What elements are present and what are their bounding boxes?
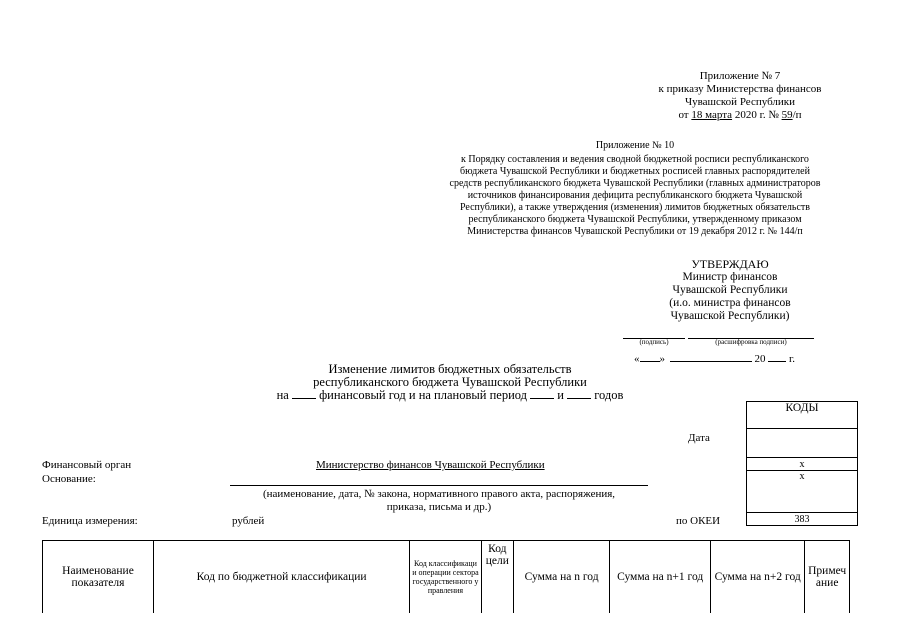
codes-basis-cell: х (747, 471, 858, 513)
appendix7-date: от 18 марта 2020 г. № 59/п (678, 109, 802, 121)
approve-line: Министр финансов (682, 271, 778, 283)
appendix10-line: к Порядку составления и ведения сводной бюджетной росписи республиканского (461, 154, 809, 165)
appendix10-line: средств республиканского бюджета Чувашской Республики (главных администраторов (449, 178, 821, 189)
organ-value: Министерство финансов Чувашской Республики (316, 459, 545, 471)
appendix10-line: бюджета Чувашской Республики и бюджетных росписей главных распорядителей (460, 166, 810, 177)
approve-line: Чувашской Республики (672, 284, 788, 296)
doc-heading: республиканского бюджета Чувашской Республики (313, 375, 587, 389)
col-header-sum-n1: Сумма на n+1 год (610, 541, 711, 613)
col-header-kosgu: Код классификации операции сектора государственного управления (410, 541, 482, 613)
appendix10-line: республиканского бюджета Чувашской Республики, утвержденному приказом (468, 214, 802, 225)
doc-heading: Изменение лимитов бюджетных обязательств (328, 362, 572, 376)
appendix10-line: Министерства финансов Чувашской Республики от 19 декабря 2012 г. № 144/п (467, 226, 803, 237)
col-header-budget-code: Код по бюджетной классификации (153, 541, 409, 613)
appendix7-line: к приказу Министерства финансов (658, 83, 822, 95)
appendix10-line: источников финансирования дефицита республиканского бюджета Чувашской (467, 190, 803, 201)
approve-line: Чувашской Республики) (670, 310, 790, 322)
decode-label: (расшифровка подписи) (715, 338, 787, 346)
codes-date-cell[interactable] (747, 429, 858, 458)
organ-label: Финансовый орган (42, 459, 132, 471)
col-header-sum-n: Сумма на n год (513, 541, 609, 613)
appendix10-title: Приложение № 10 (595, 140, 675, 151)
col-header-name: Наименование показателя (43, 541, 154, 613)
codes-okei-cell: 383 (747, 513, 858, 526)
okei-label: по ОКЕИ (676, 515, 721, 527)
limits-table (42, 540, 850, 613)
codes-organ-cell: х (747, 458, 858, 471)
doc-heading-period: на финансовый год и на плановый период и годов (276, 388, 624, 402)
codes-table (746, 401, 858, 526)
unit-value: рублей (232, 515, 265, 527)
sign-label: (подпись) (639, 338, 669, 346)
basis-hint: (наименование, дата, № закона, нормативного правого акта, распоряжения, (262, 488, 616, 500)
unit-label: Единица измерения: (42, 515, 138, 527)
approve-title: УТВЕРЖДАЮ (691, 257, 769, 271)
col-header-goal-code: Код цели (481, 541, 513, 613)
basis-label: Основание: (42, 473, 96, 485)
col-header-sum-n2: Сумма на n+2 год (710, 541, 804, 613)
appendix10-line: Республики), а также утверждения (изменения) лимитов бюджетных обязательств (459, 202, 811, 213)
approve-date: « » 20 г. (634, 353, 796, 365)
basis-hint: приказа, письма и др.) (386, 501, 492, 513)
basis-line (230, 485, 648, 486)
appendix7-title: Приложение № 7 (699, 70, 781, 82)
codes-header: КОДЫ (747, 402, 858, 429)
col-header-note: Примечание (805, 541, 850, 613)
date-label: Дата (688, 432, 710, 444)
approve-line: (и.о. министра финансов (669, 297, 791, 309)
appendix7-line: Чувашской Республики (684, 96, 796, 108)
